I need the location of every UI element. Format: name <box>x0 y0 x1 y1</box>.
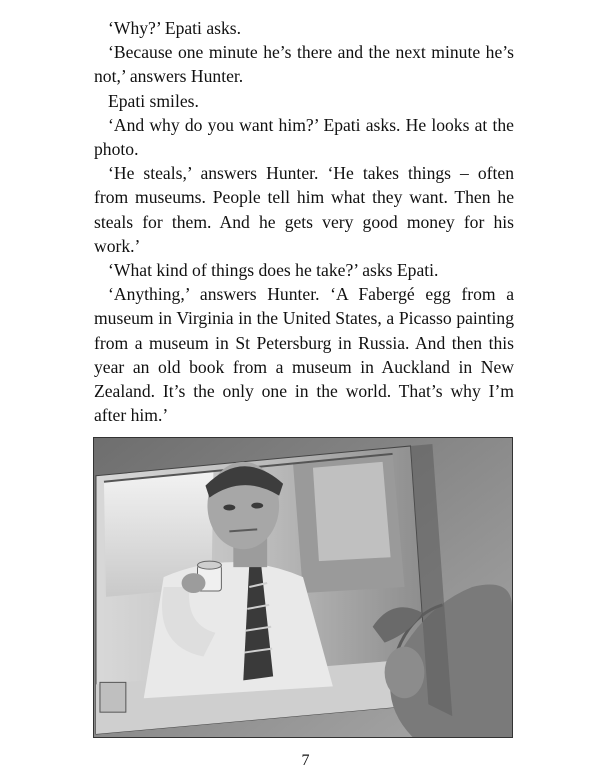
illustration-drawing <box>94 438 512 737</box>
paragraph: Epati smiles. <box>108 90 199 111</box>
paragraph: ‘Because one minute he’s there and the next minute he’s not,’ answers Hunter. <box>94 42 514 87</box>
paragraph: ‘Anything,’ answers Hunter. ‘A Fabergé egg from a museum in Virginia in the United States, a Picasso painting from a museum in St Petersburg in Russia. And then this year an old book from a museum in Auckland in New Zealand. It’s the only one in the world. That’s why I’m after him.’ <box>94 284 514 426</box>
paragraph: ‘And why do you want him?’ Epati asks. He looks at the photo. <box>94 114 514 160</box>
page-number: 7 <box>301 752 310 769</box>
paragraph: ‘He steals,’ answers Hunter. ‘He takes things – often from museums. People tell him what they want. Then he steals for them. And he gets very good money for his work.’ <box>94 163 514 256</box>
illustration-hand-holding-photo <box>93 437 513 738</box>
paragraph: ‘What kind of things does he take?’ asks Epati. <box>108 260 439 281</box>
paragraph: ‘Why?’ Epati asks. <box>108 18 242 38</box>
story-text <box>94 16 514 427</box>
